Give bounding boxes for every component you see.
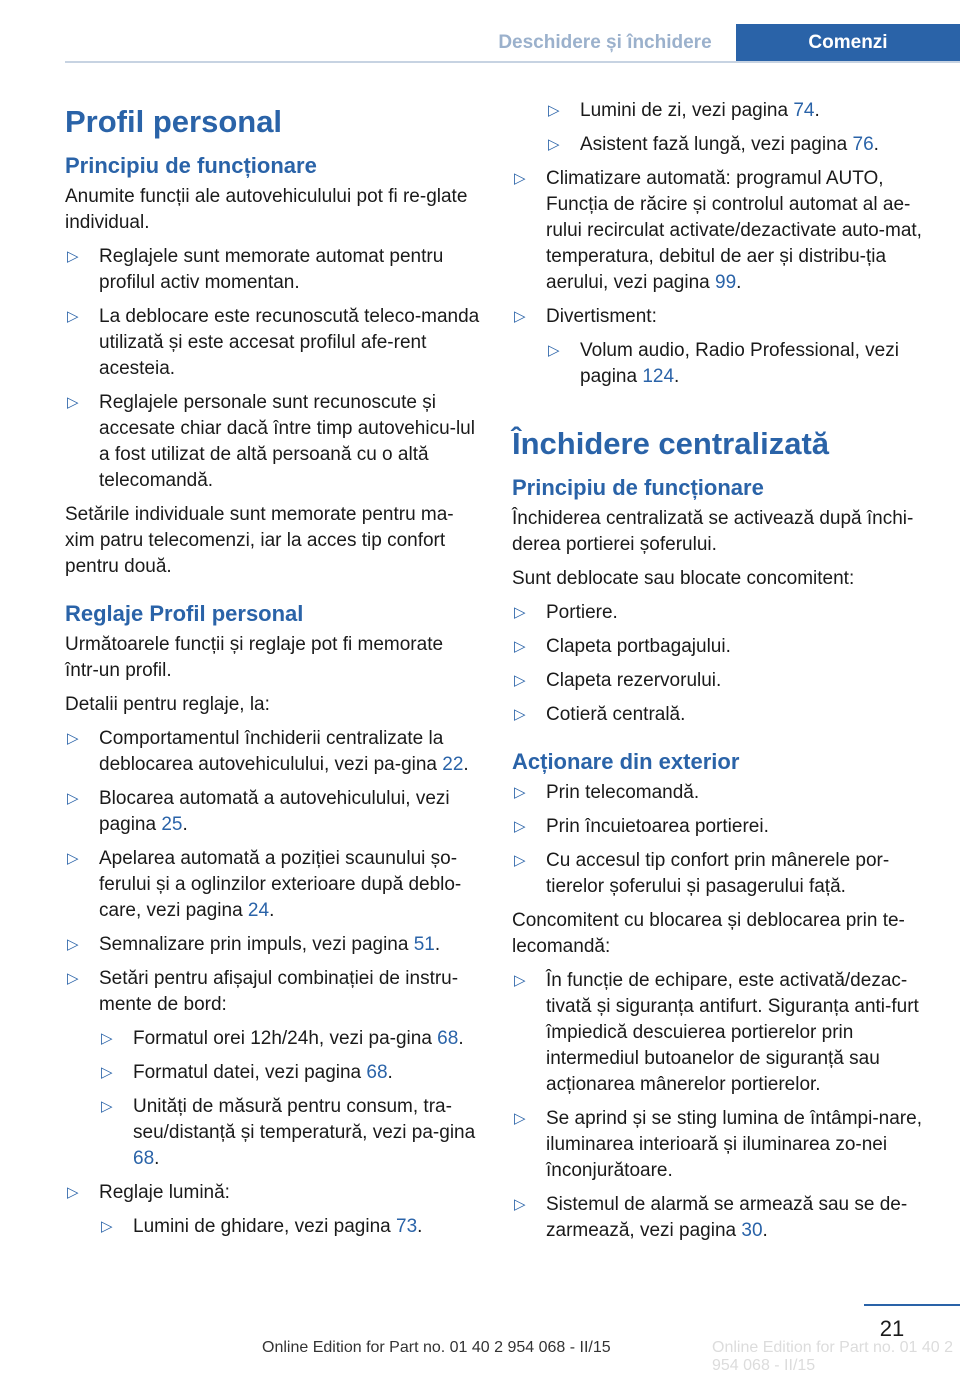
list-item-text: Divertisment: [546,306,657,327]
list-item-text: Semnalizare prin impuls, vezi pagina [99,934,414,955]
list-item [512,304,932,330]
list-item-text: Climatizare automată: programul AUTO, Funcția de răcire și controlul automat al ae-rului recirculat activate/dezactivate auto-mat, temperatura, debitul de aer și distribu-ția aerului, vezi pagina [546,168,922,293]
watermark: Online Edition for Part no. 01 40 2 954 068 - II/15 [712,1339,954,1374]
sub-list-item: ▷ Unități de măsură pentru consum, tra-seu/distanță și temperatură, vezi pa-gina 68. [101,1096,476,1169]
sub-list-item: ▷ Asistent fază lungă, vezi pagina 76. [546,132,932,158]
bullet-triangle-icon: ▷ [67,936,79,953]
sub-list-item: ▷ Lumini de ghidare, vezi pagina 73. [99,1214,480,1240]
page-link[interactable]: 73 [396,1216,418,1237]
list-item: ▷ Comportamentul închiderii centralizate la deblocarea autovehiculului, vezi pa-gina 22. [67,728,469,775]
list-item-text: Reglajele sunt memorate automat pentru profilul activ momentan. [99,246,444,293]
list-item-text: În funcție de echipare, este activată/dezac-tivată și siguranța antifurt. Siguranța anti-furt împiedică descuierea portierelor prin intermediul butoanelor de siguranță sau acționarea mânerelor portierelor. [546,970,919,1095]
bullet-triangle-icon: ▷ [514,1110,526,1127]
central-locking-principle-text: Închiderea centralizată se activează după închi-derea portierei șoferului. [512,508,914,555]
list-item-text: Sistemul de alarmă se armează sau se de-zarmează, vezi pagina [546,1194,908,1241]
page-link[interactable]: 22 [442,754,464,775]
bullet-triangle-icon: ▷ [101,1064,113,1081]
list-item-text: Volum audio, Radio Professional, vezi pagina [580,340,899,387]
remote-text: Concomitent cu blocarea și deblocarea prin te-lecomandă: [512,910,905,957]
list-item [512,814,932,840]
bullet-triangle-icon: ▷ [514,638,526,655]
page-link[interactable]: 68 [437,1028,459,1049]
list-item [512,968,932,1098]
list-item [65,390,480,494]
bullet-triangle-icon: ▷ [548,102,560,119]
footer-divider [864,1304,960,1306]
bullet-triangle-icon: ▷ [67,394,79,411]
bullet-triangle-icon: ▷ [514,1196,526,1213]
reglaje-text: Următoarele funcții și reglaje pot fi memorate într-un profil. [65,634,444,681]
bullet-triangle-icon: ▷ [514,784,526,801]
bullet-triangle-icon: ▷ [514,972,526,989]
list-item-text: Cu accesul tip confort prin mânerele por-tierelor șoferului și pasagerului față. [546,850,890,897]
list-item-text: La deblocare este recunoscută teleco-manda utilizată și este accesat profilul afe-rent acesteia. [99,306,480,379]
list-item-text: Unități de măsură pentru consum, tra-seu/distanță și temperatură, vezi pa-gina [133,1096,476,1143]
list-item [512,600,932,626]
list-item [65,304,480,382]
sub-list-item: ▷ Volum audio, Radio Professional, vezi pagina 124. [548,340,899,387]
list-item-text: Reglajele personale sunt recunoscute și accesate chiar dacă între timp autovehicu-lul a fost utilizat de altă persoană cu o altă telecomandă. [99,392,475,491]
bullet-triangle-icon: ▷ [67,248,79,265]
list-item: ▷ Climatizare automată: programul AUTO, Funcția de răcire și controlul automat al ae-rului recirculat activate/dezactivate auto-mat, temperatura, debitul de aer și distribu-ția aerului, vezi pagina 99. [514,168,922,293]
bullet-triangle-icon: ▷ [514,604,526,621]
list-item-text: Formatul orei 12h/24h, vezi pa-gina [133,1028,438,1049]
reglaje-details-text: Detalii pentru reglaje, la: [65,694,270,715]
list-item [512,780,932,806]
page-link[interactable]: 124 [642,366,675,387]
bullet-triangle-icon: ▷ [101,1218,113,1235]
page-link[interactable]: 68 [366,1062,388,1083]
list-item-text: Prin telecomandă. [546,782,700,803]
list-item [65,966,480,1018]
bullet-triangle-icon: ▷ [67,308,79,325]
list-item [512,668,932,694]
bullet-triangle-icon: ▷ [548,342,560,359]
list-item-text: Portiere. [546,602,618,623]
list-item: ▷ Semnalizare prin impuls, vezi pagina 51. [65,932,480,958]
list-item-text: Apelarea automată a poziției scaunului șo-ferului și a oglinzilor exterioare după deblo-care, vezi pagina [99,848,462,921]
sub-list-item: ▷ Formatul datei, vezi pagina 68. [99,1060,480,1086]
reglaje-heading: Reglaje Profil personal [65,601,304,626]
profile-principle-heading: Principiu de funcționare [65,153,317,178]
list-item-text: Se aprind și se sting lumina de întâmpi-nare, iluminarea interioară și iluminarea zo-nei înconjurătoare. [546,1108,922,1181]
page-link[interactable]: 51 [413,934,435,955]
bullet-triangle-icon: ▷ [101,1030,113,1047]
list-item: ▷ Blocarea automată a autovehiculului, vezi pagina 25. [67,788,450,835]
bullet-triangle-icon: ▷ [67,730,79,747]
list-item-text: Reglaje lumină: [99,1182,230,1203]
list-item [512,848,932,900]
exterior-heading: Acționare din exterior [512,749,740,774]
bullet-triangle-icon: ▷ [514,170,526,187]
bullet-triangle-icon: ▷ [67,1184,79,1201]
bullet-triangle-icon: ▷ [514,672,526,689]
list-item-text: Blocarea automată a autovehiculului, vezi pagina [99,788,450,835]
list-item-text: Comportamentul închiderii centralizate la deblocarea autovehiculului, vezi pa-gina [99,728,444,775]
list-item: ▷ Sistemul de alarmă se armează sau se de-zarmează, vezi pagina 30. [514,1194,908,1241]
list-item-text: Formatul datei, vezi pagina [133,1062,367,1083]
page-number: 21 [879,1316,905,1341]
list-item-text: Clapeta rezervorului. [546,670,722,691]
bullet-triangle-icon: ▷ [514,706,526,723]
list-item-text: Cotieră centrală. [546,704,686,725]
header-tab-comenzi: Comenzi [736,24,960,62]
profile-principle-text: Anumite funcții ale autovehiculului pot fi re-glate individual. [65,186,468,233]
bullet-triangle-icon: ▷ [67,970,79,987]
settings-text: Setările individuale sunt memorate pentru ma-xim patru telecomenzi, iar la acces tip confort pentru două. [65,504,454,577]
page-link[interactable]: 76 [852,134,874,155]
bullet-triangle-icon: ▷ [67,850,79,867]
list-item: ▷ Apelarea automată a poziției scaunului șo-ferului și a oglinzilor exterioare după deblo-care, vezi pagina 24. [67,848,462,921]
bullet-triangle-icon: ▷ [67,790,79,807]
list-item [65,1180,480,1206]
page-link[interactable]: 30 [741,1220,763,1241]
header-divider [65,61,960,63]
bullet-triangle-icon: ▷ [101,1098,113,1115]
list-item-text: Setări pentru afișajul combinației de instru-mente de bord: [99,968,459,1015]
concurrent-text: Sunt deblocate sau blocate concomitent: [512,568,855,589]
page-link[interactable]: 25 [161,814,183,835]
sub-list-item: ▷ Lumini de zi, vezi pagina 74. [546,98,932,124]
page-link[interactable]: 74 [793,100,815,121]
list-item [65,244,480,296]
right-column [512,98,932,1252]
sub-list-item: ▷ Formatul orei 12h/24h, vezi pa-gina 68. [99,1026,480,1052]
list-item [512,702,932,728]
central-locking-title: Închidere centralizată [512,426,830,461]
header-section-label: Deschidere și închidere [498,32,712,53]
bullet-triangle-icon: ▷ [514,308,526,325]
page-link[interactable]: 24 [247,900,270,921]
footer-edition: Online Edition for Part no. 01 40 2 954 068 - II/15 [262,1339,611,1356]
page-link[interactable]: 99 [715,272,737,293]
central-locking-principle-heading: Principiu de funcționare [512,475,764,500]
list-item [512,634,932,660]
list-item-text: Clapeta portbagajului. [546,636,731,657]
list-item-text: Lumini de zi, vezi pagina [580,100,794,121]
list-item-text: Prin încuietoarea portierei. [546,816,769,837]
bullet-triangle-icon: ▷ [514,818,526,835]
list-item [512,1106,932,1184]
page-link[interactable]: 68 [133,1148,155,1169]
bullet-triangle-icon: ▷ [514,852,526,869]
left-column [65,98,480,1248]
list-item-text: Asistent fază lungă, vezi pagina [580,134,853,155]
list-item-text: Lumini de ghidare, vezi pagina [133,1216,397,1237]
bullet-triangle-icon: ▷ [548,136,560,153]
profile-title: Profil personal [65,104,283,139]
